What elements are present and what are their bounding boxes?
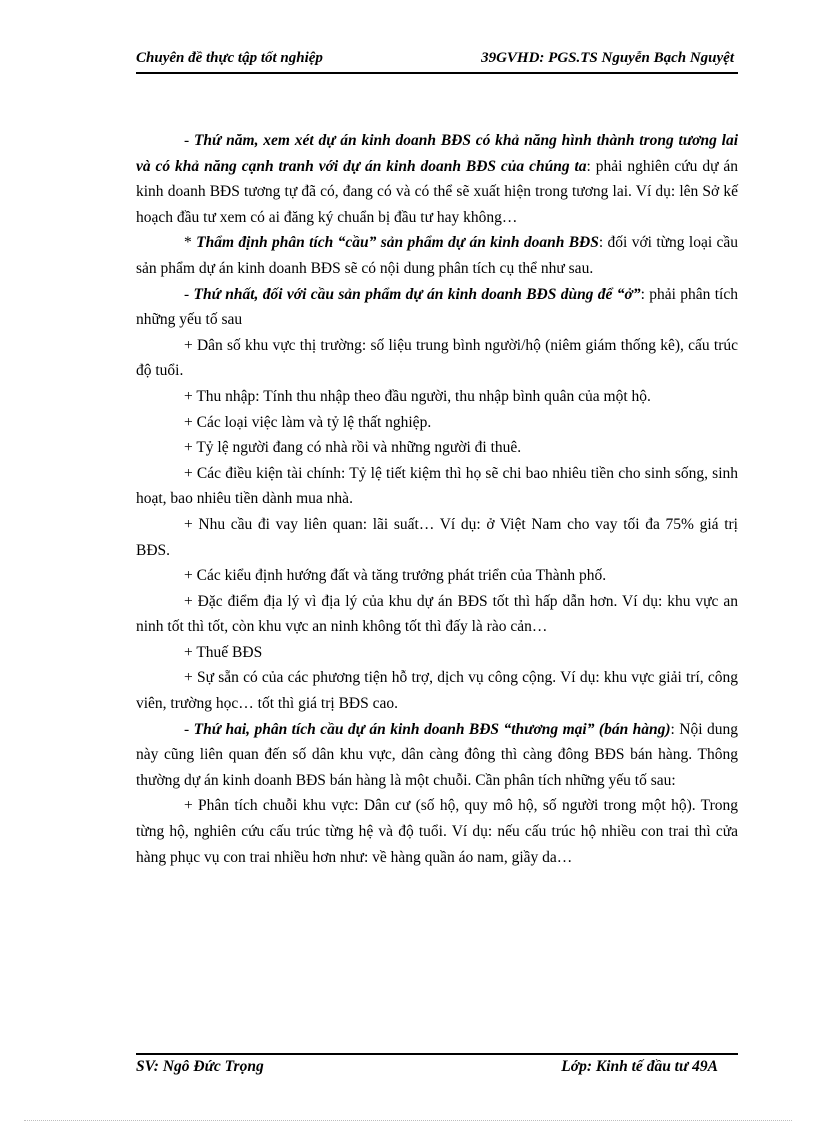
list-item: + Các điều kiện tài chính: Tỷ lệ tiết kiệm thì họ sẽ chi bao nhiêu tiền cho sinh sống, sinh hoạt, bao nhiêu tiền dành mua nhà. [136,464,738,508]
page-header [136,48,738,70]
header-rule [136,72,738,74]
footer-class: Lớp: Kinh tế đầu tư 49A [561,1058,718,1075]
page-footer [136,1056,738,1078]
list-item: + Tỷ lệ người đang có nhà rồi và những người đi thuê. [184,439,522,457]
list-item: + Thuế BĐS [184,643,263,661]
footer-student: SV: Ngô Đức Trọng [136,1058,264,1075]
list-item: + Nhu cầu đi vay liên quan: lãi suất… Ví dụ: ở Việt Nam cho vay tối đa 75% giá trị BĐS. [136,515,738,559]
list-item: + Các kiểu định hướng đất và tăng trưởng phát triển của Thành phố. [184,567,607,585]
footer-rule [136,1053,738,1055]
paragraph: - Thứ nhất, đối với cầu sản phẩm dự án kinh doanh BĐS dùng để “ở”: phải phân tích những yếu tố sau [136,285,738,329]
paragraph: * Thẩm định phân tích “cầu” sản phẩm dự án kinh doanh BĐS: đối với từng loại cầu sản phẩm dự án kinh doanh BĐS sẽ có nội dung phân tích cụ thể như sau. [136,234,739,277]
list-item: + Sự sẵn có của các phương tiện hỗ trợ, dịch vụ công cộng. Ví dụ: khu vực giải trí, công viên, trường học… tốt thì giá trị BĐS cao. [136,669,738,713]
header-document-title: Chuyên đề thực tập tốt nghiệp [136,50,323,66]
list-item: + Đặc điểm địa lý vì địa lý của khu dự án BĐS tốt thì hấp dẫn hơn. Ví dụ: khu vực an ninh tốt thì tốt, còn khu vực an ninh không tốt thì đấy là rào cản… [136,592,738,636]
list-item: + Phân tích chuỗi khu vực: Dân cư (số hộ, quy mô hộ, số người trong một hộ). Trong từng hộ, nghiên cứu cấu trúc từng hệ và độ tuổi. Ví dụ: nếu cấu trúc hộ nhiều con trai thì cửa hàng phục vụ con trai nhiều hơn như: về hàng quần áo nam, giầy da… [136,797,738,866]
header-supervisor: 39GVHD: PGS.TS Nguyễn Bạch Nguyệt [481,50,734,66]
list-item: + Thu nhập: Tính thu nhập theo đầu người, thu nhập bình quân của một hộ. [184,387,651,405]
paragraph: - Thứ năm, xem xét dự án kinh doanh BĐS có khả năng hình thành trong tương lai và có khả năng cạnh tranh với dự án kinh doanh BĐS của chúng ta: phải nghiên cứu dự án kinh doanh BĐS tương tự đã có, đang có và có thể sẽ xuất hiện trong tương lai. Ví dụ: lên Sở kế hoạch đầu tư xem có ai đăng ký chuẩn bị đầu tư hay không… [136,132,739,226]
list-item: + Các loại việc làm và tỷ lệ thất nghiệp. [184,413,432,431]
list-item: + Dân số khu vực thị trường: số liệu trung bình người/hộ (niêm giám thống kê), cấu trúc độ tuổi. [136,336,738,380]
page-edge-dotted-line [24,1120,792,1121]
document-body [136,128,738,870]
paragraph: - Thứ hai, phân tích cầu dự án kinh doanh BĐS “thương mại” (bán hàng): Nội dung này cũng liên quan đến số dân khu vực, dân càng đông thì càng đông BĐS bán hàng. Thông thường dự án kinh doanh BĐS bán hàng là một chuỗi. Cần phân tích những yếu tố sau: [136,720,739,789]
